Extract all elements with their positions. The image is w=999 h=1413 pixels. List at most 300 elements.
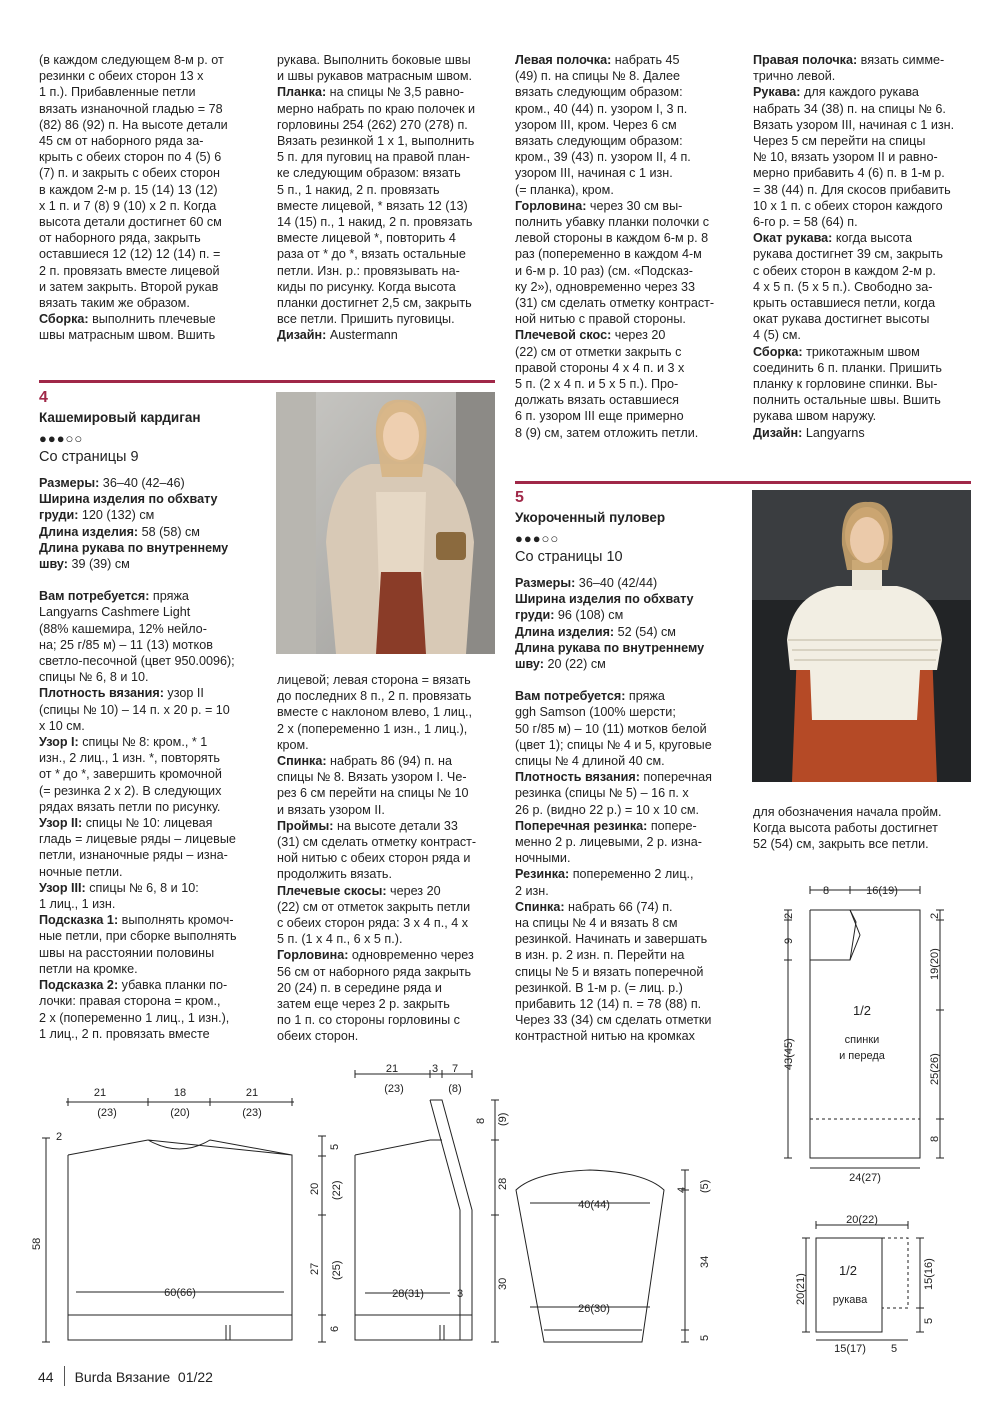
line-text: узором III, начиная с 1 изн. (515, 166, 673, 181)
dim-front-s4: 6 (329, 1325, 341, 1332)
text-line (515, 737, 740, 753)
text-line (39, 117, 264, 133)
text-line (39, 165, 264, 181)
text-line (277, 182, 502, 198)
line-text: и 6-м р. 10 раз) (см. «Подсказ- (515, 263, 693, 278)
text-line (277, 327, 502, 343)
bold-label: Плечевой скос: (515, 328, 612, 343)
dim-p-top-a: 8 (822, 885, 830, 897)
line-text: планки достигнет 2,5 см, закрыть (277, 296, 472, 311)
line-text: спицы № 5 и вязать поперечной (515, 964, 704, 979)
text-line (277, 1012, 502, 1028)
line-text: швы матрасным швом. Вшить (39, 328, 216, 343)
dim-p-left-l3: 43(45) (783, 1038, 795, 1070)
line-text: светло-песочной (цвет 950.0096); (39, 654, 235, 669)
line-text: продолжить вязать. (277, 867, 392, 882)
line-text: киды по рисунку. Когда высота (277, 279, 456, 294)
text-line (753, 360, 978, 376)
text-line (39, 669, 264, 685)
dim-front-s3: 27 (309, 1262, 321, 1275)
cardigan-photo (276, 392, 495, 654)
section-4-from-page: Со страницы 9 (39, 449, 139, 465)
line-text: 2 п. провязать вместе лицевой (39, 263, 220, 278)
line-text: спицы № 4 длиной 40 см. (515, 754, 665, 769)
bold-label: Плотность вязания: (39, 686, 164, 701)
dim-sl-bottom-b: 5 (890, 1343, 898, 1355)
text-line (39, 101, 264, 117)
line-text: пряжа (149, 589, 189, 604)
text-line (39, 182, 264, 198)
text-line (515, 753, 740, 769)
bold-label: Спинка: (515, 899, 565, 914)
text-line (277, 133, 502, 149)
dim-front-s3b: (25) (331, 1260, 343, 1280)
text-line (515, 607, 740, 623)
dim-front-s1: 5 (329, 1143, 341, 1150)
pullover-label-2: и переда (839, 1050, 885, 1062)
line-text: спицы № 8: кром., * 1 (78, 735, 208, 750)
line-text: планку к горловине спинки. Вы- (753, 377, 938, 392)
section-4-header (39, 388, 264, 1042)
line-text: прибавить 12 (14) п. = 78 (88) п. (515, 997, 702, 1012)
dim-front-a: 21 (385, 1063, 399, 1075)
text-line (277, 947, 502, 963)
text-line (753, 836, 978, 852)
line-text: рез 6 см перейти на спицы № 10 (277, 786, 469, 801)
text-line (515, 915, 740, 931)
line-text: (88% кашемира, 12% нейло- (39, 621, 207, 636)
line-text: для каждого рукава (800, 85, 919, 100)
col3-top (515, 52, 740, 441)
line-text: мерно прибавить 4 (6) п. в 1-м р. (753, 166, 945, 181)
line-text: изн., 2 лиц., 1 изн. *, повторять (39, 751, 220, 766)
line-text: Через 5 см перейти на спицы (753, 134, 926, 149)
text-line (753, 425, 978, 441)
text-line (39, 880, 264, 896)
text-line (39, 1026, 264, 1042)
text-line (515, 101, 740, 117)
dim-sl-top: 20(22) (846, 1214, 878, 1226)
text-line (515, 996, 740, 1012)
bold-label: Узор I: (39, 735, 79, 750)
sleeve-label: рукава (832, 1294, 868, 1306)
bold-label: Размеры: (515, 576, 576, 590)
text-line (515, 376, 740, 392)
text-line (753, 246, 978, 262)
line-text: 1 лиц., 2 п. провязать вместе (39, 1026, 210, 1041)
text-line (753, 165, 978, 181)
line-text: 14 (15) п., 1 накид, 2 п. провязать (277, 215, 473, 230)
line-text: кром. (277, 737, 309, 752)
text-line (753, 214, 978, 230)
line-text: (цвет 1); спицы № 4 и 5, круговые (515, 737, 712, 752)
text-line (39, 961, 264, 977)
line-text: рукава швом наружу. (753, 409, 877, 424)
page-number: 44 (38, 1369, 54, 1385)
text-line (515, 295, 740, 311)
text-line (39, 263, 264, 279)
text-line (515, 425, 740, 441)
text-line (515, 575, 740, 591)
pullover-photo (752, 490, 971, 782)
text-line (39, 588, 264, 604)
bold-label: Правая полочка: (753, 53, 858, 67)
line-text: до последних 8 п., 2 п. провязать (277, 689, 472, 704)
text-line (39, 783, 264, 799)
line-text: на; 25 г/85 м) – 11 (13) мотков (39, 637, 213, 652)
line-text: и затем закрыть. Второй рукав (39, 279, 219, 294)
text-line (39, 524, 264, 540)
text-line (39, 556, 264, 572)
line-text: лицевой; левая сторона = вязать (277, 673, 471, 687)
line-text: (в каждом следующем 8-м р. от (39, 53, 224, 67)
dim-front-b: 3 (431, 1063, 439, 1075)
dim-sleeve-r3: 5 (699, 1334, 711, 1341)
line-text: высота детали достигнет 60 см (39, 215, 222, 230)
line-text: левой стороны в каждом 6-м р. 8 (515, 231, 709, 246)
text-line (39, 637, 264, 653)
line-text: резинка (спицы № 5) – 16 п. x (515, 786, 689, 801)
section-4-specs (39, 475, 264, 572)
text-line (277, 246, 502, 262)
line-text: и вязать узором II. (277, 802, 385, 817)
line-text: все петли. Пришить пуговицы. (277, 312, 455, 327)
line-text: 2 x (попеременно 1 изн., 1 лиц.), (277, 721, 468, 736)
text-line (277, 785, 502, 801)
text-line (39, 84, 264, 100)
text-line (515, 230, 740, 246)
text-line (515, 899, 740, 915)
text-line (515, 769, 740, 785)
line-text: вместе лицевой *, повторить 4 (277, 231, 456, 246)
line-text: крыть оставшиеся петли, когда (753, 296, 936, 311)
line-text: x 1 п. и 7 (8) 9 (10) x 2 п. Когда (39, 198, 217, 213)
line-text: 52 (54) см (614, 624, 676, 639)
line-text: кром., 40 (44) п. узором I, 3 п. (515, 101, 688, 116)
line-text: 36–40 (42–46) (99, 476, 185, 490)
bold-label: Ширина изделия по обхвату (39, 492, 218, 507)
text-line (753, 392, 978, 408)
section-5-rule (515, 481, 971, 484)
line-text: 58 (58) см (138, 524, 200, 539)
pullover-label-1: спинки (844, 1034, 880, 1046)
sleeve-fraction: 1/2 (838, 1263, 858, 1278)
bold-label: Спинка: (277, 754, 327, 769)
text-line (39, 246, 264, 262)
text-line (39, 295, 264, 311)
dim-sleeve-r1: 4 (676, 1186, 688, 1193)
line-text: убавка планки по- (118, 978, 228, 993)
line-text: ной нитью с обеих сторон ряда и (277, 851, 471, 866)
text-line (277, 295, 502, 311)
line-text: трично левой. (753, 69, 836, 84)
dim-sl-left: 20(21) (795, 1273, 807, 1305)
text-line (277, 672, 502, 688)
line-text: на спицы № 3,5 равно- (326, 85, 464, 100)
text-line (277, 68, 502, 84)
dim-p-bottom: 24(27) (849, 1172, 881, 1184)
line-text: x 10 см. (39, 718, 85, 733)
section-5-specs (515, 575, 740, 672)
line-text: через 20 (386, 883, 441, 898)
text-line (515, 392, 740, 408)
bold-label: Сборка: (753, 344, 803, 359)
text-line (753, 52, 978, 68)
text-line (39, 230, 264, 246)
text-line (277, 737, 502, 753)
dim-back-c: 21 (245, 1087, 259, 1099)
section-4-body (39, 588, 264, 1042)
text-line (277, 263, 502, 279)
dim-front-width: 28(31) (392, 1288, 424, 1300)
line-text: трикотажным швом (802, 344, 920, 359)
bold-label: шву: (515, 657, 544, 672)
text-line (277, 230, 502, 246)
line-text: Langyarns (802, 425, 865, 440)
text-line (753, 804, 978, 820)
bold-label: Узор II: (39, 816, 83, 831)
text-line (39, 327, 264, 343)
dim-back-height: 58 (31, 1237, 43, 1250)
bold-label: Вам потребуется: (515, 689, 626, 704)
line-text: набрать 66 (74) п. (564, 899, 673, 914)
line-text: менно 2 р. лицевыми, 2 р. изна- (515, 835, 702, 850)
line-text: контрастной нитью на кромках (515, 1029, 695, 1044)
dim-p-right-r2: 19(20) (929, 948, 941, 980)
text-line (39, 685, 264, 701)
line-text: оставшиеся 12 (12) 12 (14) п. = (39, 247, 221, 262)
text-line (753, 101, 978, 117)
dim-back-width: 60(66) (164, 1287, 196, 1299)
line-text: 10 x 1 п. с обеих сторон каждого (753, 198, 943, 213)
line-text: Когда высота работы достигнет (753, 821, 938, 836)
bold-label: Сборка: (39, 312, 89, 327)
text-line (753, 376, 978, 392)
line-text: крыть с обеих сторон по 4 (5) 6 (39, 150, 222, 165)
text-line (515, 850, 740, 866)
bold-label: Плотность вязания: (515, 770, 640, 785)
line-text: 2 x (попеременно 1 лиц., 1 изн.), (39, 1010, 230, 1025)
col1-top (39, 52, 264, 344)
text-line (515, 640, 740, 656)
line-text: вместе лицевой, * вязать 12 (13) (277, 198, 468, 213)
line-text: (= резинка 2 x 2). В следующих (39, 783, 222, 798)
dim-back-neck: 2 (56, 1131, 63, 1143)
text-line (515, 327, 740, 343)
text-line (39, 815, 264, 831)
bold-label: Проймы: (277, 818, 334, 833)
section-5-header (515, 488, 740, 1045)
text-line (277, 996, 502, 1012)
line-text: выполнять кромоч- (118, 913, 234, 928)
line-text: лочки: правая сторона = кром., (39, 994, 221, 1009)
dim-back-b2: (20) (170, 1107, 190, 1119)
line-text: в каждом 2-м р. 15 (14) 13 (12) (39, 182, 218, 197)
text-line (39, 831, 264, 847)
text-line (277, 753, 502, 769)
bold-label: Подсказка 1: (39, 913, 119, 928)
text-line (515, 947, 740, 963)
line-text: полнить убавку планки полочки с (515, 215, 710, 230)
section-5-title: Укороченный пуловер (515, 510, 666, 525)
line-text: 6 п. узором III еще примерно (515, 409, 684, 424)
line-text: № 10, вязать узором II и равно- (753, 150, 938, 165)
line-text: попеременно 2 лиц., (569, 867, 694, 882)
line-text: 52 (54) см, закрыть все петли. (753, 837, 929, 852)
bold-label: Размеры: (39, 476, 100, 490)
text-line (515, 68, 740, 84)
section-5-number: 5 (515, 489, 524, 506)
text-line (753, 117, 978, 133)
text-line (277, 980, 502, 996)
text-line (753, 820, 978, 836)
text-line (277, 101, 502, 117)
text-line (515, 52, 740, 68)
col2-top (277, 52, 502, 344)
line-text: 50 г/85 м) – 10 (11) мотков белой (515, 721, 707, 736)
dim-sleeve-bottom: 26(30) (578, 1303, 610, 1315)
line-text: через 30 см вы- (586, 198, 683, 213)
line-text: вязать изнаночной гладью = 78 (39, 101, 223, 116)
bold-label: Ширина изделия по обхвату (515, 592, 694, 607)
line-text: = 38 (44) п. Для скосов прибавить (753, 182, 951, 197)
line-text: Вязать узором III, начиная с 1 изн. (753, 117, 955, 132)
dim-front-s2b: (22) (331, 1180, 343, 1200)
dim-back-b: 18 (173, 1087, 187, 1099)
line-text: узором III, кром. Через 6 см (515, 117, 677, 132)
text-line (515, 182, 740, 198)
text-line (753, 133, 978, 149)
bold-label: Горловина: (515, 198, 587, 213)
dim-sl-right-r1: 15(16) (923, 1258, 935, 1290)
line-text: в изн. р. 2 изн. п. Перейти на (515, 948, 685, 963)
line-text: 26 р. (видно 22 р.) = 10 x 10 см. (515, 802, 700, 817)
text-line (277, 802, 502, 818)
line-text: Вязать резинкой 1 x 1, выполнить (277, 134, 475, 149)
text-line (277, 866, 502, 882)
line-text: 5 п. (1 x 4 п., 6 x 5 п.). (277, 932, 403, 947)
text-line (515, 1012, 740, 1028)
dim-sleeve-top: 40(44) (578, 1199, 610, 1211)
line-text: окат рукава достигнет высоты (753, 312, 930, 327)
text-line (39, 928, 264, 944)
line-text: 4 (5) см. (753, 328, 801, 343)
text-line (753, 198, 978, 214)
line-text: набрать 86 (94) п. на (326, 754, 452, 769)
dim-front-c2: (8) (448, 1083, 462, 1095)
text-line (277, 931, 502, 947)
text-line (39, 993, 264, 1009)
bold-label: Узор III: (39, 880, 86, 895)
text-line (753, 327, 978, 343)
text-line (515, 721, 740, 737)
text-line (515, 866, 740, 882)
text-line (39, 977, 264, 993)
line-text: соединить 6 п. планки. Пришить (753, 360, 942, 375)
text-line (39, 214, 264, 230)
line-text: (31) см сделать отметку контраст- (277, 835, 477, 850)
line-text: Austermann (326, 328, 398, 343)
line-text: правой стороны 4 x 4 п. и 3 x (515, 360, 685, 375)
line-text: 2 изн. (515, 883, 549, 898)
dim-sl-right-r2: 5 (923, 1317, 935, 1324)
text-line (39, 718, 264, 734)
line-text: и швы рукавов матрасным швом. (277, 69, 473, 84)
line-text: (22) см от отметок закрыть петли (277, 899, 471, 914)
bold-label: Длина изделия: (515, 624, 615, 639)
line-text: для обозначения начала пройм. (753, 805, 942, 819)
line-text: вязать следующим образом: (515, 85, 683, 100)
line-text: раза от * до *, вязать остальные (277, 247, 466, 262)
text-line (39, 896, 264, 912)
line-text: рядах вязать петли по рисунку. (39, 799, 221, 814)
line-text: резинки с обеих сторон 13 x (39, 69, 204, 84)
text-line (39, 540, 264, 556)
line-text: пряжа (625, 689, 665, 704)
line-text: по 1 п. со стороны горловины с (277, 1013, 460, 1028)
line-text: 1 лиц., 1 изн. (39, 897, 116, 912)
text-line (39, 149, 264, 165)
schematic-cardigan (30, 1060, 730, 1360)
schematic-pullover (770, 880, 990, 1360)
text-line (515, 802, 740, 818)
dim-front-r1b: (9) (497, 1112, 509, 1126)
line-text: на высоте детали 33 (333, 818, 458, 833)
text-line (277, 721, 502, 737)
line-text: (22) см от отметки закрыть с (515, 344, 682, 359)
dim-sleeve-r2: 34 (699, 1255, 711, 1268)
line-text: петли на кромке. (39, 961, 138, 976)
dim-sleeve-r1b: (5) (699, 1179, 711, 1193)
text-line (39, 702, 264, 718)
line-text: 8 (9) см, затем отложить петли. (515, 425, 699, 440)
text-line (277, 964, 502, 980)
bold-label: Длина рукава по внутреннему (39, 540, 229, 555)
line-text: (= планка), кром. (515, 182, 614, 197)
line-text: петли, изнаночные ряды – изна- (39, 848, 228, 863)
dim-front-band: 3 (456, 1288, 464, 1300)
dim-front-c: 7 (451, 1063, 459, 1075)
text-line (39, 847, 264, 863)
dim-front-s2: 20 (309, 1182, 321, 1195)
line-text: горловины 254 (262) 270 (278) п. (277, 117, 468, 132)
line-text: гладь = лицевые ряды – лицевые (39, 832, 236, 847)
line-text: резинкой. В 1-м р. (= лиц. р.) (515, 980, 683, 995)
bold-label: Длина рукава по внутреннему (515, 640, 705, 655)
text-line (277, 279, 502, 295)
dim-back-a2: (23) (97, 1107, 117, 1119)
line-text: вязать следующим образом: (515, 134, 683, 149)
cardigan-photo-image (276, 392, 495, 654)
line-text: (49) п. на спицы № 8. Далее (515, 69, 680, 84)
section-5-from-page: Со страницы 10 (515, 549, 623, 565)
text-line (515, 785, 740, 801)
section-4-number: 4 (39, 389, 48, 406)
bold-label: Горловина: (277, 948, 349, 963)
line-text: 45 см от наборного ряда за- (39, 134, 204, 149)
dim-back-a: 21 (93, 1087, 107, 1099)
line-text: 20 (22) см (543, 657, 606, 672)
line-text: швы на расстоянии половины (39, 945, 215, 960)
line-text: кром., 39 (43) п. узором II, 4 п. (515, 150, 691, 165)
bold-label: Дизайн: (753, 425, 803, 440)
text-line (39, 653, 264, 669)
line-text: 5 п., 1 накид, 2 п. провязать (277, 182, 440, 197)
text-line (515, 279, 740, 295)
section-4-col2 (277, 672, 502, 1045)
difficulty-dots: ●●●○○ (515, 531, 560, 546)
text-line (515, 883, 740, 899)
